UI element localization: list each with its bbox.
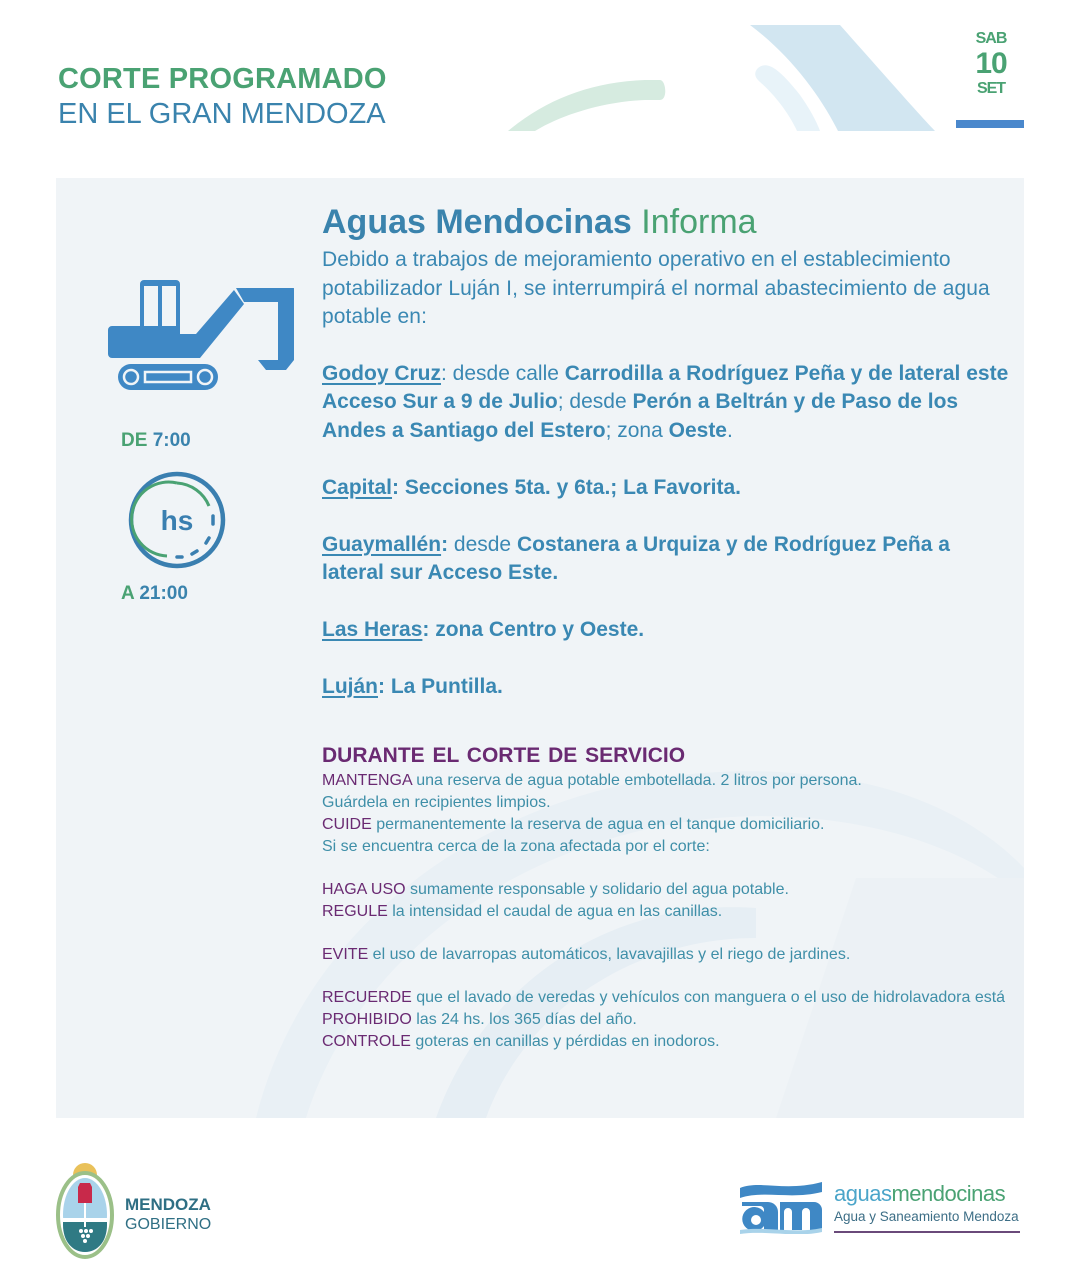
tips-spacer (322, 858, 1012, 879)
am-brand-name (834, 1181, 1005, 1207)
zone-name: Las Heras (322, 618, 423, 641)
tip-text: una reserva de agua potable embotellada. 2 litros por persona. (411, 772, 862, 789)
date-badge (956, 30, 1026, 98)
am-brand-part-2: mendocinas (891, 1181, 1006, 1206)
tip-line (322, 944, 1012, 966)
start-time-value: 7:00 (152, 430, 191, 451)
zone-detail-text: ; zona (605, 418, 669, 442)
date-month: SET (976, 80, 1006, 97)
tip-line (322, 770, 1012, 792)
during-title: DURANTE EL CORTE DE SERVICIO (322, 744, 686, 767)
start-time-label: DE (121, 430, 148, 451)
zone-detail-text: : zona Centro y Oeste. (422, 618, 645, 641)
zone-detail-text: Perón a Beltrán y de Paso de los Andes a Santiago del Estero (322, 390, 959, 442)
zone-detail-text: Oeste (668, 418, 727, 442)
gov-text (125, 1195, 245, 1235)
zone-name: Godoy Cruz (322, 361, 441, 385)
tip-keyword: CUIDE (322, 816, 372, 833)
notice-content (322, 202, 1012, 730)
zone-detail-text: desde (453, 532, 517, 556)
tip-keyword: MANTENGA (322, 772, 412, 789)
zone-item (322, 474, 1012, 503)
tip-line (322, 792, 1012, 814)
date-accent-bar (956, 120, 1024, 128)
zone-item (322, 360, 1012, 446)
end-time-value: 21:00 (139, 583, 188, 604)
notice-brand: Aguas Mendocinas (322, 203, 632, 241)
gov-name: MENDOZA (125, 1195, 211, 1214)
start-time (121, 430, 191, 452)
zone-detail-text: Costanera a Urquiza y de Rodríguez Peña a lateral sur Acceso Este. (322, 532, 950, 584)
zone-item (322, 531, 1012, 588)
tip-text: permanentemente la reserva de agua en el tanque domiciliario. (371, 816, 825, 833)
title-line-2: EN EL GRAN MENDOZA (58, 98, 386, 130)
tip-keyword: RECUERDE (322, 989, 412, 1006)
gov-sub: GOBIERNO (125, 1216, 212, 1233)
am-divider (834, 1231, 1020, 1233)
zone-detail-text: : (441, 532, 454, 556)
zone-detail-text: : La Puntilla. (378, 675, 503, 698)
page-title (58, 62, 387, 132)
tip-line (322, 1031, 1012, 1053)
tip-line (322, 901, 1012, 923)
tips-list (322, 770, 1012, 1053)
title-line-1: CORTE PROGRAMADO (58, 63, 387, 95)
tip-text: que el lavado de veredas y vehículos con manguera o el uso de hidrolavadora está (411, 989, 1006, 1006)
zone-name: Luján (322, 675, 378, 698)
clock-icon-text: hs (160, 505, 194, 536)
zone-detail-text: : Secciones 5ta. y 6ta.; La Favorita. (392, 475, 741, 499)
tip-line (322, 879, 1012, 901)
tip-line (322, 814, 1012, 836)
tips-spacer (322, 966, 1012, 987)
zone-detail-text: : desde calle (441, 361, 565, 385)
zone-name: Capital (322, 475, 393, 499)
tips-spacer (322, 923, 1012, 944)
tip-text: las 24 hs. los 365 días del año. (411, 1011, 637, 1028)
tip-text: sumamente responsable y solidario del agua potable. (405, 881, 789, 898)
affected-zones-list (322, 360, 1012, 702)
tip-keyword: REGULE (322, 903, 388, 920)
date-day: 10 (975, 47, 1007, 80)
notice-informa: Informa (641, 203, 757, 241)
tip-keyword: EVITE (322, 946, 369, 963)
end-time-label: A (121, 583, 135, 604)
tip-text: el uso de lavarropas automáticos, lavavajillas y el riego de jardines. (368, 946, 851, 963)
am-logo-icon (740, 1178, 822, 1234)
zone-detail-text: ; desde (557, 390, 633, 413)
tip-text: goteras en canillas y pérdidas en inodoros. (410, 1033, 720, 1050)
tip-keyword: CONTROLE (322, 1033, 411, 1050)
end-time (121, 583, 188, 605)
tip-line (322, 836, 1012, 858)
date-day-of-week: SAB (975, 30, 1007, 47)
zone-detail-text: Carrodilla a Rodríguez Peña y de lateral este Acceso Sur a 9 de Julio (322, 361, 1009, 413)
during-service-section (322, 742, 1012, 1053)
mendoza-seal-icon (56, 1163, 114, 1259)
tip-text: Si se encuentra cerca de la zona afectada por el corte: (322, 838, 710, 855)
am-brand-part-1: aguas (834, 1181, 892, 1206)
tip-keyword: HAGA USO (322, 881, 406, 898)
excavator-icon (106, 276, 298, 394)
zone-item (322, 616, 1012, 645)
notice-heading (322, 202, 1012, 242)
zone-detail-text: . (727, 418, 733, 442)
clock-icon (127, 470, 227, 570)
notice-intro: Debido a trabajos de mejoramiento operativo en el establecimiento potabilizador Luján I, se interrumpirá el normal abastecimiento de agua potable en: (322, 248, 990, 328)
zone-item (322, 673, 1012, 702)
tip-line (322, 987, 1012, 1031)
tip-text: la intensidad el caudal de agua en las canillas. (387, 903, 723, 920)
am-tagline: Agua y Saneamiento Mendoza (834, 1209, 1019, 1224)
tip-keyword: PROHIBIDO (322, 1011, 412, 1028)
zone-name: Guaymallén (322, 532, 442, 556)
tip-text: Guárdela en recipientes limpios. (322, 794, 551, 811)
aguas-mendocinas-logo (740, 1178, 1030, 1238)
